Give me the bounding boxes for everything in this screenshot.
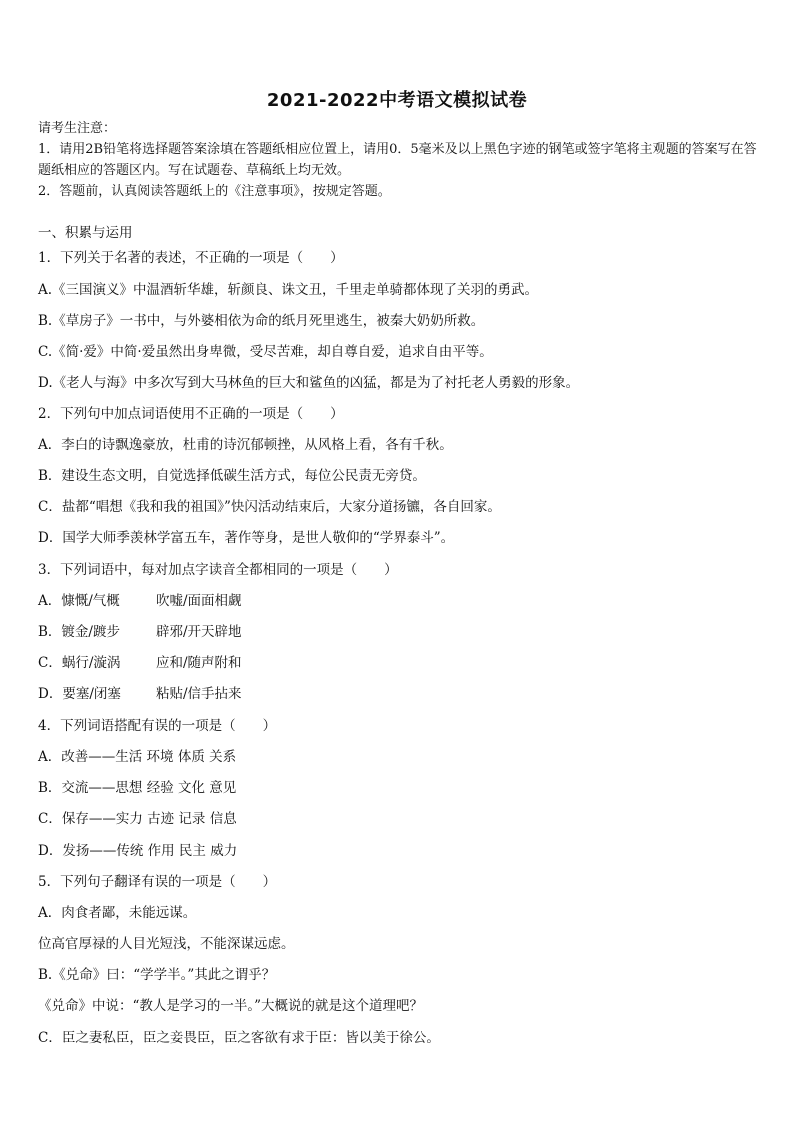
question-4-option-d: D．发扬——传统 作用 民主 威力 xyxy=(38,843,238,859)
question-3-option-b xyxy=(38,623,242,641)
question-5-option-b: B.《兑命》曰：“学学半。”其此之谓乎？ xyxy=(38,967,276,983)
question-1-option-b: B.《草房子》一书中，与外婆相依为命的纸月死里逃生，被秦大奶奶所救。 xyxy=(38,313,485,329)
question-3-stem: 3．下列词语中，每对加点字读音全都相同的一项是（ ） xyxy=(38,562,398,578)
question-1-option-c: C.《简·爱》中简·爱虽然出身卑微，受尽苦难，却自尊自爱，追求自由平等。 xyxy=(38,344,493,360)
question-5-option-a: A．肉食者鄙，未能远谋。 xyxy=(38,905,197,921)
question-3-option-d xyxy=(38,685,242,703)
notice-item-1: 1．请用2B铅笔将选择题答案涂填在答题纸相应位置上，请用0．5毫米及以上黑色字迹的钢笔或签字笔将主观题的答案写在答题纸相应的答题区内。写在试题卷、草稿纸上均无效。 xyxy=(38,142,757,178)
page-title: 2021-2022中考语文模拟试卷 xyxy=(266,90,528,111)
section-heading: 一、积累与运用 xyxy=(38,225,133,241)
question-2-option-d: D．国学大师季羡林学富五车，著作等身，是世人敬仰的“学界泰斗”。 xyxy=(38,530,455,546)
question-5-option-a-translation: 位高官厚禄的人目光短浅，不能深谋远虑。 xyxy=(38,936,295,952)
question-4-option-b: B．交流——思想 经验 文化 意见 xyxy=(38,780,237,796)
option-pair-1: A．慷慨/气概 xyxy=(38,593,120,609)
question-5-option-c: C．臣之妻私臣，臣之妾畏臣，臣之客欲有求于臣：皆以美于徐公。 xyxy=(38,1030,440,1046)
question-1-option-a: A.《三国演义》中温酒斩华雄，斩颜良、诛文丑，千里走单骑都体现了关羽的勇武。 xyxy=(38,282,539,298)
option-pair-1: D．要塞/闭塞 xyxy=(38,686,121,702)
option-pair-1: C．蜗行/漩涡 xyxy=(38,655,121,671)
option-pair-2: 应和/随声附和 xyxy=(156,655,242,671)
question-4-option-c: C．保存——实力 古迹 记录 信息 xyxy=(38,811,237,827)
question-5-stem: 5．下列句子翻译有误的一项是（ ） xyxy=(38,874,277,890)
notice-heading: 请考生注意： xyxy=(38,121,117,136)
question-1-option-d: D.《老人与海》中多次写到大马林鱼的巨大和鲨鱼的凶猛，都是为了衬托老人勇毅的形象。 xyxy=(38,375,580,391)
question-3-option-c xyxy=(38,654,242,672)
option-pair-2: 吹嘘/面面相觑 xyxy=(156,593,242,609)
question-2-option-a: A．李白的诗飘逸豪放，杜甫的诗沉郁顿挫，从风格上看，各有千秋。 xyxy=(38,437,453,453)
option-pair-2: 粘贴/信手拈来 xyxy=(156,686,242,702)
question-4-option-a: A．改善——生活 环境 体质 关系 xyxy=(38,749,237,765)
question-2-stem: 2．下列句中加点词语使用不正确的一项是（ ） xyxy=(38,406,344,422)
notice-item-2: 2．答题前，认真阅读答题纸上的《注意事项》，按规定答题。 xyxy=(38,184,391,199)
question-3-option-a xyxy=(38,592,242,610)
question-2-option-c: C．盐都“唱想《我和我的祖国》”快闪活动结束后，大家分道扬镳，各自回家。 xyxy=(38,499,501,515)
option-pair-2: 辟邪/开天辟地 xyxy=(156,624,242,640)
question-1-stem: 1．下列关于名著的表述，不正确的一项是（ ） xyxy=(38,250,344,266)
option-pair-1: B．镀金/踱步 xyxy=(38,624,120,640)
question-4-stem: 4．下列词语搭配有误的一项是（ ） xyxy=(38,718,277,734)
question-5-option-b-translation: 《兑命》中说：“教人是学习的一半。”大概说的就是这个道理吧？ xyxy=(38,998,424,1014)
question-2-option-b: B．建设生态文明，自觉选择低碳生活方式，每位公民责无旁贷。 xyxy=(38,468,426,484)
